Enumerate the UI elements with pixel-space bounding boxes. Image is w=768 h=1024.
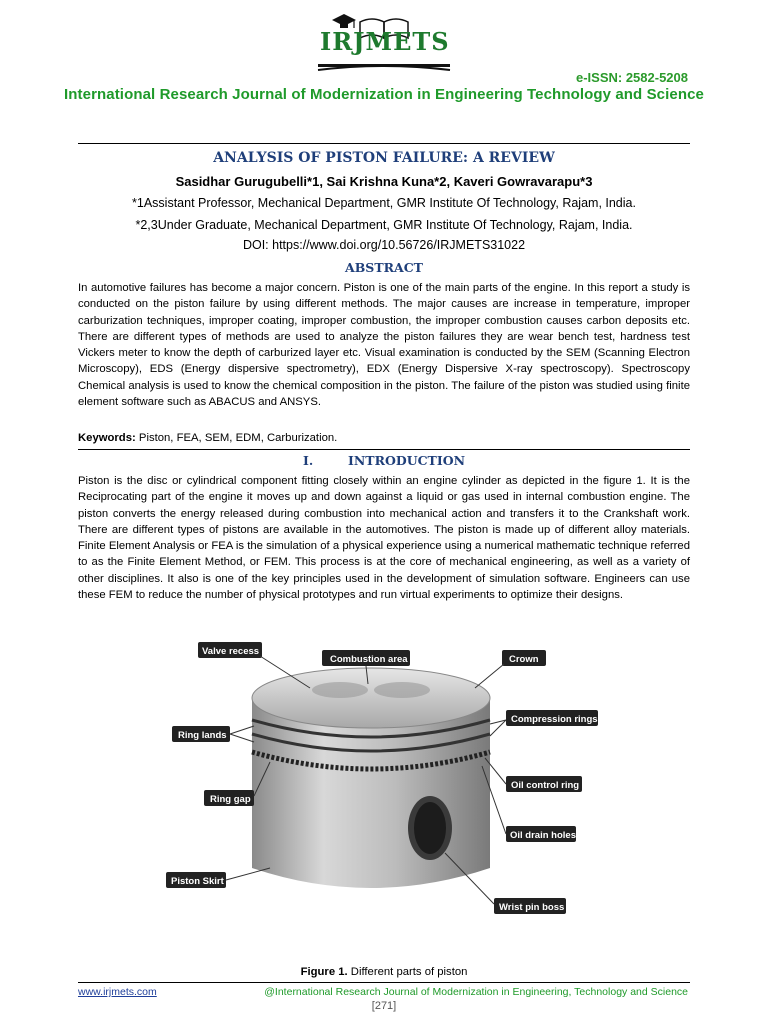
- figure-caption: [0, 966, 768, 978]
- graduation-cap-icon: [332, 14, 356, 28]
- footer-website-link[interactable]: www.irjmets.com: [78, 986, 157, 998]
- introduction-text: Piston is the disc or cylindrical component fitting closely within an engine cylinder as depicted in the figure 1. It is the Reciprocating part of the engine it moves up and down against a liquid or gas used in internal combustion engine. The piston converts the energy released during combustion into mechanical action and transfers it to the Crankshaft work. There are different types of pistons are available in the automotives. The piston is made up of different alloy materials. Finite Element Analysis or FEA is the simulation of a physical experience using a numerical mathematic technique referred to as the Finite Element Method, or FEM. This process is at the core of mechanical engineering, as well as a variety of other disciplines. It also is one of the key principles used in the development of simulation software. Engineers can use these FEM to reduce the number of physical prototypes and run virtual experiments to optimize their designs.: [78, 475, 690, 602]
- authors: Sasidhar Gurugubelli*1, Sai Krishna Kuna*2, Kaveri Gowravarapu*3: [175, 174, 593, 189]
- eissn: e-ISSN: 2582-5208: [575, 70, 688, 85]
- label-ring-gap: Ring gap: [210, 794, 251, 805]
- paper-title: ANALYSIS OF PISTON FAILURE: A REVIEW: [213, 150, 555, 166]
- label-compression-rings: Compression rings: [511, 714, 598, 725]
- label-crown: Crown: [509, 654, 539, 665]
- affiliation-2: *2,3Under Graduate, Mechanical Department, GMR Institute Of Technology, Rajam, India.: [135, 218, 633, 232]
- label-oil-drain-holes: Oil drain holes: [510, 830, 576, 841]
- label-ring-lands: Ring lands: [178, 730, 227, 741]
- label-combustion-area: Combustion area: [330, 654, 408, 665]
- page-number: [271]: [371, 1000, 397, 1012]
- label-valve-recess: Valve recess: [202, 646, 260, 657]
- label-piston-skirt: Piston Skirt: [171, 876, 224, 887]
- abstract-text: In automotive failures has become a major concern. Piston is one of the main parts of the engine. In this report a study is conducted on the piston failure by using different methods. The major causes are increase in temperature, improper carburization techniques, improper coating, improper combustion, the improper combustion causes carbon deposits etc. There are different types of methods are used to analyze the piston failures they are wear bench test, hardness test Vickers meter to know the depth of carburized layer etc. Visual examination is conducted by the SEM (Scanning Electron Microscopy), EDS (Energy dispersive spectrometry), EDX (Energy Dispersive X-ray spectroscopy). Spectroscopy Chemical analysis is used to know the chemical composition in the piston. The failure of the piston was studied using finite element software such as ABACUS and ANSYS.: [78, 282, 690, 409]
- figure-caption-label: Figure 1.: [300, 966, 348, 978]
- label-oil-control-ring: Oil control ring: [511, 780, 580, 791]
- keywords: [78, 432, 337, 444]
- abstract-heading: ABSTRACT: [345, 260, 423, 275]
- footer-copyright: @International Research Journal of Modernization in Engineering, Technology and Science: [264, 986, 688, 998]
- keywords-list: Piston, FEA, SEM, EDM, Carburization.: [135, 432, 338, 444]
- introduction-heading: I. INTRODUCTION: [302, 453, 466, 468]
- affiliation-1: *1Assistant Professor, Mechanical Department, GMR Institute Of Technology, Rajam, India.: [132, 196, 636, 210]
- footer-rule: [78, 982, 690, 983]
- keywords-label: Keywords:: [78, 432, 136, 444]
- piston-figure: [160, 638, 600, 960]
- piston-drawing: [252, 668, 490, 888]
- journal-name: International Research Journal of Modernization in Engineering Technology and Science: [64, 86, 704, 103]
- doi: DOI: https://www.doi.org/10.56726/IRJMETS31022: [242, 238, 526, 252]
- label-wrist-pin-boss: Wrist pin boss: [499, 902, 565, 913]
- logo-text: IRJMETS: [320, 27, 450, 56]
- figure-caption-text: Different parts of piston: [347, 966, 468, 978]
- header-rule: [78, 143, 690, 144]
- section-rule: [78, 449, 690, 450]
